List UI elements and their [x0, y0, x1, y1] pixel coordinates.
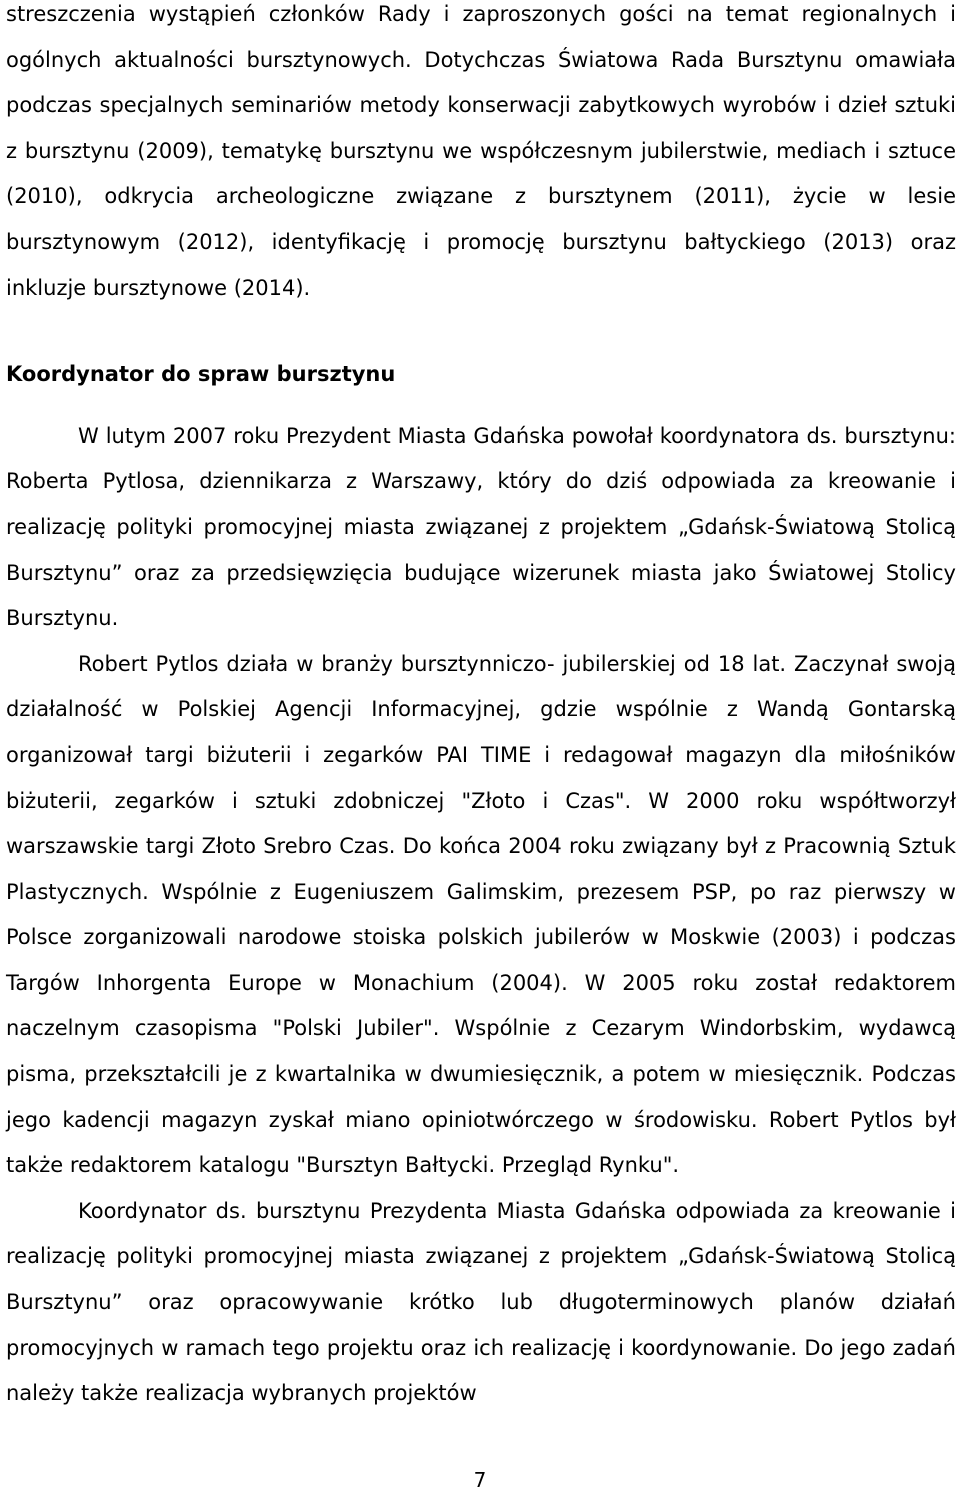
document-page: [6, 0, 956, 1417]
paragraph-intro-continued: streszczenia wystąpień członków Rady i zaproszonych gości na temat regionalnych i ogólnych aktualności bursztynowych. Dotychczas Światowa Rada Bursztynu omawiała podczas specjalnych seminariów metody konserwacji zabytkowych wyrobów i dzieł sztuki z bursztynu (2009), tematykę bursztynu we współczesnym jubilerstwie, mediach i sztuce (2010), odkrycia archeologiczne związane z bursztynem (2011), życie w lesie bursztynowym (2012), identyfikację i promocję bursztynu bałtyckiego (2013) oraz inkluzje bursztynowe (2014).: [6, 2, 956, 300]
paragraph-duties: Koordynator ds. bursztynu Prezydenta Miasta Gdańska odpowiada za kreowanie i realizację polityki promocyjnej miasta związanej z projektem „Gdańsk-Światową Stolicą Bursztynu” oraz opracowywanie krótko lub długoterminowych planów działań promocyjnych w ramach tego projektu oraz ich realizację i koordynowanie. Do jego zadań należy także realizacja wybranych projektów: [6, 1198, 956, 1406]
section-heading: Koordynator do spraw bursztynu: [6, 362, 396, 387]
page-number: 7: [473, 1468, 487, 1492]
paragraph-coordinator-appointment: W lutym 2007 roku Prezydent Miasta Gdańska powołał koordynatora ds. bursztynu: Roberta Pytlosa, dziennikarza z Warszawy, który do dziś odpowiada za kreowanie i realizację polityki promocyjnej miasta związanej z projektem „Gdańsk-Światową Stolicą Bursztynu” oraz za przedsięwzięcia budujące wizerunek miasta jako Światowej Stolicy Bursztynu.: [6, 423, 956, 631]
paragraph-biography: Robert Pytlos działa w branży bursztynniczo- jubilerskiej od 18 lat. Zaczynał swoją działalność w Polskiej Agencji Informacyjnej, gdzie wspólnie z Wandą Gontarską organizował targi biżuterii i zegarków PAI TIME i redagował magazyn dla miłośników biżuterii, zegarków i sztuki zdobniczej "Złoto i Czas". W 2000 roku współtworzył warszawskie targi Złoto Srebro Czas. Do końca 2004 roku związany był z Pracownią Sztuk Plastycznych. Wspólnie z Eugeniuszem Galimskim, prezesem PSP, po raz pierwszy w Polsce zorganizowali narodowe stoiska polskich jubilerów w Moskwie (2003) i podczas Targów Inhorgenta Europe w Monachium (2004). W 2005 roku został redaktorem naczelnym czasopisma "Polski Jubiler". Wspólnie z Cezarym Windorbskim, wydawcą pisma, przekształcili je z kwartalnika w dwumiesięcznik, a potem w miesięcznik. Podczas jego kadencji magazyn zyskał miano opiniotwórczego w środowisku. Robert Pytlos był także redaktorem katalogu "Bursztyn Bałtycki. Przegląd Rynku".: [6, 651, 956, 1178]
